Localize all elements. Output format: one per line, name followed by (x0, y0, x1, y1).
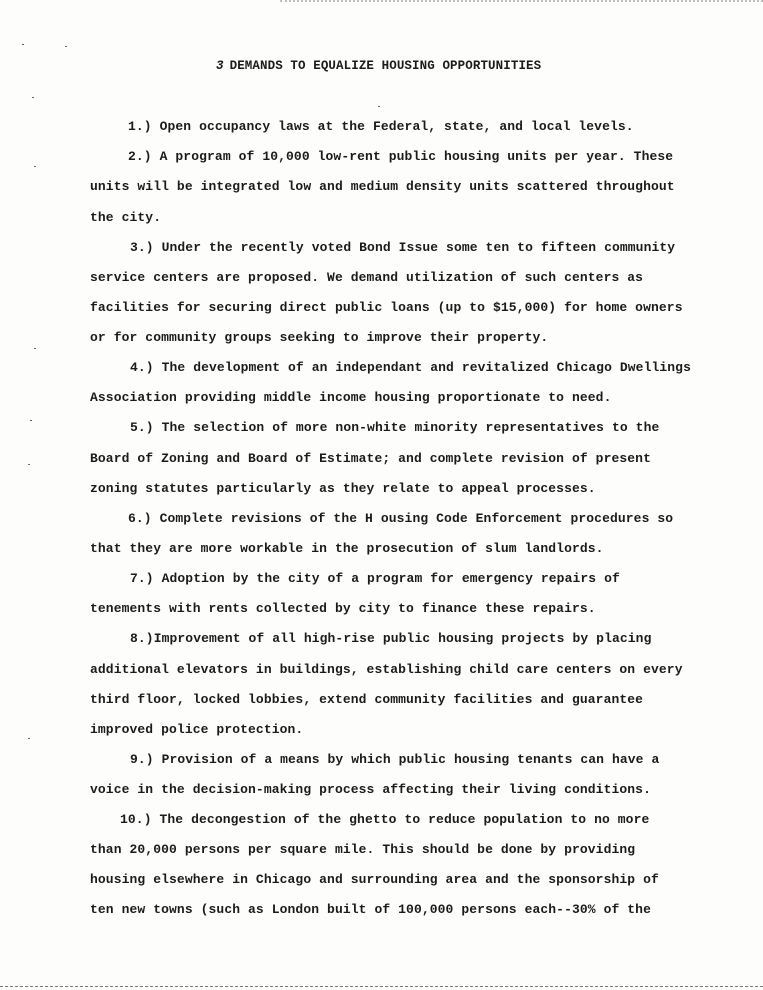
text-line: voice in the decision-making process affecting their living conditions. (90, 782, 651, 797)
text-line: 2.) A program of 10,000 low-rent public housing units per year. These (128, 149, 674, 164)
scan-speck (32, 97, 34, 98)
scan-speck (34, 348, 36, 349)
title-number: 3 (216, 59, 224, 73)
text-line: Association providing middle income housing proportionate to need. (90, 390, 612, 405)
text-line: the city. (90, 210, 162, 225)
scan-speck (30, 420, 32, 421)
text-line: zoning statutes particularly as they relate to appeal processes. (90, 481, 596, 496)
text-line: third floor, locked lobbies, extend community facilities and guarantee (90, 692, 644, 707)
text-line: 8.)Improvement of all high-rise public housing projects by placing (130, 631, 652, 646)
text-line: 5.) The selection of more non-white minority representatives to the (130, 420, 660, 435)
scan-speck (22, 44, 24, 45)
text-line: housing elsewhere in Chicago and surrounding area and the sponsorship of (90, 872, 659, 887)
text-line: ten new towns (such as London built of 100,000 persons each--30% of the (90, 902, 651, 917)
text-line: facilities for securing direct public loans (up to $15,000) for home owners (90, 300, 683, 315)
scan-edge-bottom (0, 986, 763, 990)
text-line: 4.) The development of an independant and revitalized Chicago Dwellings (130, 360, 691, 375)
text-line: that they are more workable in the prosecution of slum landlords. (90, 541, 604, 556)
page-title (216, 60, 541, 73)
text-line: 10.) The decongestion of the ghetto to reduce population to no more (120, 812, 650, 827)
text-line: units will be integrated low and medium density units scattered throughout (90, 179, 675, 194)
title-text: DEMANDS TO EQUALIZE HOUSING OPPORTUNITIES (229, 59, 542, 73)
scan-speck (34, 166, 36, 167)
scan-edge-top (280, 0, 763, 5)
text-line: 9.) Provision of a means by which public housing tenants can have a (130, 752, 660, 767)
text-line: or for community groups seeking to improve their property. (90, 330, 549, 345)
text-line: 6.) Complete revisions of the H ousing Code Enforcement procedures so (128, 511, 674, 526)
text-line: tenements with rents collected by city to finance these repairs. (90, 601, 596, 616)
text-line: 3.) Under the recently voted Bond Issue some ten to fifteen community (130, 240, 676, 255)
scan-speck (28, 738, 30, 739)
text-line: service centers are proposed. We demand utilization of such centers as (90, 270, 644, 285)
scan-speck (28, 464, 30, 465)
text-line: improved police protection. (90, 722, 304, 737)
text-line: 7.) Adoption by the city of a program for emergency repairs of (130, 571, 620, 586)
text-line: 1.) Open occupancy laws at the Federal, state, and local levels. (128, 119, 634, 134)
text-line: than 20,000 persons per square mile. This should be done by providing (90, 842, 636, 857)
scan-speck (378, 106, 380, 107)
text-line: additional elevators in buildings, establishing child care centers on every (90, 662, 683, 677)
text-line: Board of Zoning and Board of Estimate; and complete revision of present (90, 451, 651, 466)
scan-speck (65, 46, 67, 47)
